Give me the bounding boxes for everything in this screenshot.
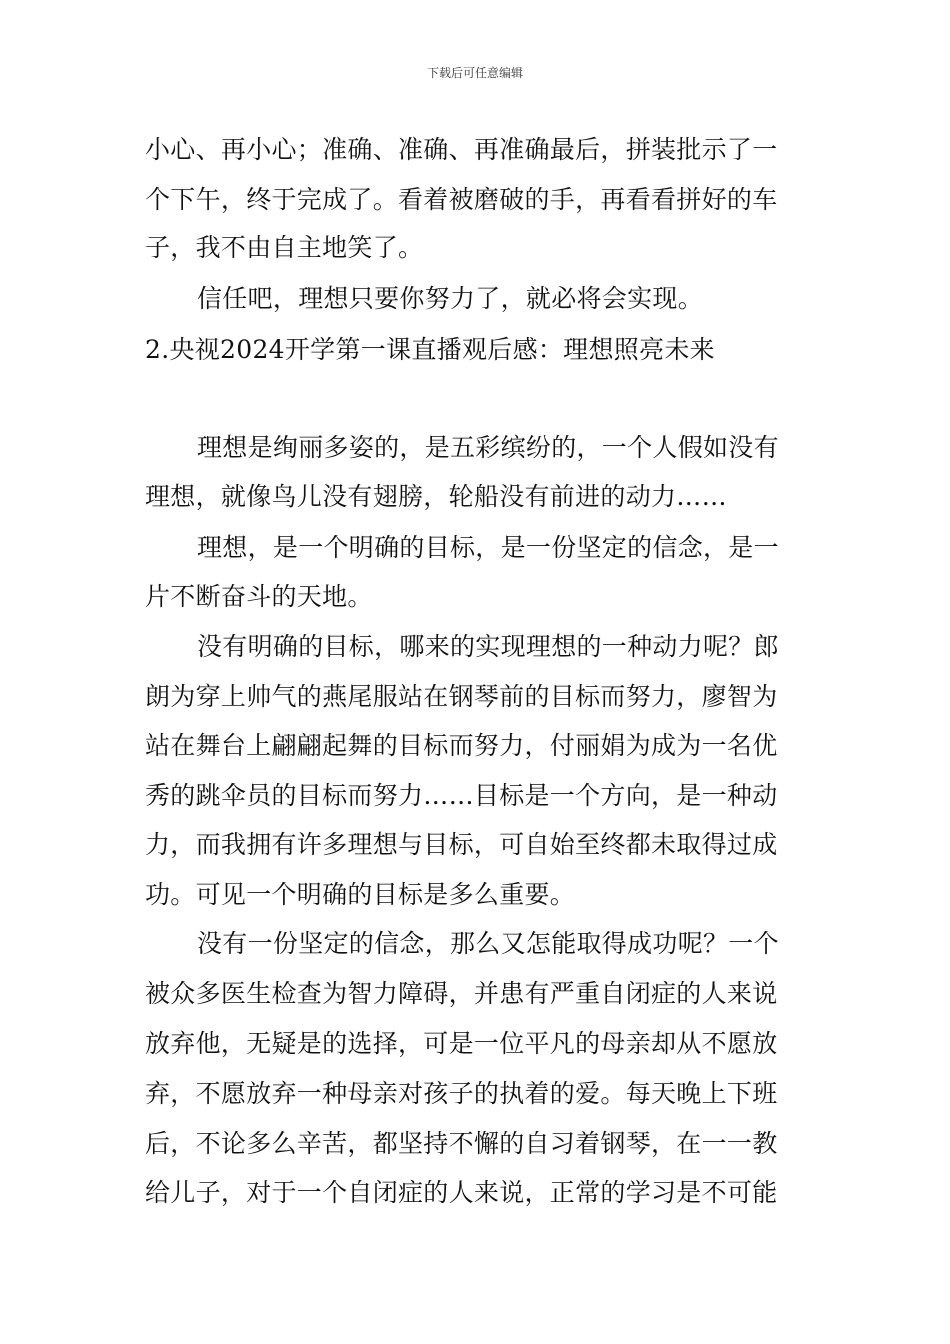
text-line: 后，不论多么辛苦，都坚持不懈的自习着钢琴，在一一教: [145, 1129, 778, 1158]
text-line: 朗为穿上帅气的燕尾服站在钢琴前的目标而努力，廖智为: [145, 682, 778, 711]
text-line: 理想是绚丽多姿的，是五彩缤纷的，一个人假如没有: [197, 433, 779, 462]
text-line: 没有一份坚定的信念，那么又怎能取得成功呢？一个: [197, 929, 779, 958]
text-line: 放弃他，无疑是的选择，可是一位平凡的母亲却从不愿放: [145, 1029, 778, 1058]
text-line: 站在舞台上翩翩起舞的目标而努力，付丽娟为成为一名优: [145, 731, 778, 760]
text-line: 被众多医生检查为智力障碍，并患有严重自闭症的人来说: [145, 979, 778, 1008]
text-line: 力，而我拥有许多理想与目标，可自始至终都未取得过成: [145, 830, 778, 859]
text-line: 个下午，终于完成了。看着被磨破的手，再看看拼好的车: [145, 185, 778, 214]
text-line: 没有明确的目标，哪来的实现理想的一种动力呢？郎: [197, 632, 779, 661]
text-line: 理想，是一个明确的目标，是一份坚定的信念，是一: [197, 533, 779, 562]
text-line: 片不断奋斗的天地。: [145, 582, 373, 611]
text-line: 信任吧，理想只要你努力了，就必将会实现。: [197, 284, 704, 313]
text-line: 子，我不由自主地笑了。: [145, 233, 424, 262]
section-heading: 2.央视2024开学第一课直播观后感：理想照亮未来: [145, 335, 715, 364]
text-line: 功。可见一个明确的目标是多么重要。: [145, 880, 576, 909]
text-line: 弃，不愿放弃一种母亲对孩子的执着的爱。每天晚上下班: [145, 1079, 778, 1108]
text-line: 给儿子，对于一个自闭症的人来说，正常的学习是不可能: [145, 1178, 778, 1207]
text-line: 小心、再小心；准确、准确、再准确最后，拼装批示了一: [145, 135, 778, 164]
text-line: 秀的跳伞员的目标而努力……目标是一个方向，是一种动: [145, 781, 778, 810]
text-line: 理想，就像鸟儿没有翅膀，轮船没有前进的动力……: [145, 482, 727, 511]
page-header: 下载后可任意编辑: [426, 66, 523, 80]
